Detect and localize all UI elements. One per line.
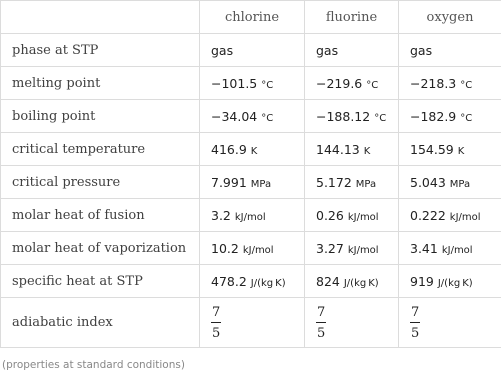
value-unit: MPa bbox=[250, 178, 272, 190]
table-header-row bbox=[1, 1, 501, 34]
row-label-boiling-point: boiling point bbox=[1, 100, 200, 133]
row-label-melting-point: melting point bbox=[1, 67, 200, 100]
footnote: (properties at standard conditions) bbox=[2, 359, 185, 371]
table-row bbox=[1, 232, 501, 265]
column-header-fluorine: fluorine bbox=[305, 1, 399, 34]
value-number: gas bbox=[211, 42, 234, 58]
value-cell bbox=[200, 133, 305, 166]
value-number: 5.043 bbox=[410, 174, 446, 190]
column-header-chlorine: chlorine bbox=[200, 1, 305, 34]
value-cell bbox=[399, 67, 501, 100]
value-number: gas bbox=[410, 42, 433, 58]
value-cell bbox=[305, 34, 399, 67]
value-unit: kJ/mol bbox=[449, 211, 481, 223]
value-cell bbox=[305, 265, 399, 298]
value-cell bbox=[399, 199, 501, 232]
value-unit: °C bbox=[366, 79, 379, 91]
value-number: −219.6 bbox=[316, 75, 363, 91]
value-cell bbox=[305, 166, 399, 199]
value-number: −182.9 bbox=[410, 108, 457, 124]
value-number: 3.27 bbox=[316, 240, 344, 256]
fraction bbox=[410, 306, 420, 340]
value-unit: °C bbox=[460, 79, 473, 91]
value-number: 3.41 bbox=[410, 240, 438, 256]
value-unit: kJ/mol bbox=[347, 244, 379, 256]
value-unit: J/(kg K) bbox=[343, 277, 379, 289]
value-number: 0.26 bbox=[316, 207, 344, 223]
value-cell bbox=[305, 199, 399, 232]
table-row bbox=[1, 265, 501, 298]
value-number: 154.59 bbox=[410, 141, 454, 157]
value-unit: kJ/mol bbox=[441, 244, 473, 256]
value-cell bbox=[200, 34, 305, 67]
value-number: 7.991 bbox=[211, 174, 247, 190]
value-cell bbox=[200, 298, 305, 348]
value-number: −188.12 bbox=[316, 108, 371, 124]
value-cell bbox=[200, 100, 305, 133]
value-number: 5.172 bbox=[316, 174, 352, 190]
value-number: −218.3 bbox=[410, 75, 457, 91]
value-number: 0.222 bbox=[410, 207, 446, 223]
value-number: 824 bbox=[316, 273, 340, 289]
value-cell bbox=[399, 298, 501, 348]
fraction bbox=[316, 306, 326, 340]
table-row bbox=[1, 100, 501, 133]
value-cell bbox=[200, 265, 305, 298]
value-unit: MPa bbox=[355, 178, 377, 190]
fraction-denominator: 5 bbox=[317, 325, 326, 341]
fraction-denominator: 5 bbox=[212, 325, 221, 341]
value-unit: K bbox=[457, 145, 465, 157]
value-number: gas bbox=[316, 42, 339, 58]
fraction-denominator: 5 bbox=[411, 325, 420, 341]
row-label-critical-temperature: critical temperature bbox=[1, 133, 200, 166]
value-cell bbox=[399, 100, 501, 133]
value-cell bbox=[305, 298, 399, 348]
table-row bbox=[1, 166, 501, 199]
value-unit: MPa bbox=[449, 178, 471, 190]
value-cell bbox=[399, 133, 501, 166]
value-cell bbox=[399, 166, 501, 199]
header-corner-cell bbox=[1, 1, 200, 34]
value-number: 416.9 bbox=[211, 141, 247, 157]
value-cell bbox=[200, 166, 305, 199]
fraction-numerator: 7 bbox=[212, 304, 221, 320]
value-cell bbox=[305, 67, 399, 100]
row-label-molar-heat-of-vaporization: molar heat of vaporization bbox=[1, 232, 200, 265]
value-unit: °C bbox=[374, 112, 387, 124]
value-cell bbox=[305, 100, 399, 133]
value-unit: K bbox=[363, 145, 371, 157]
value-cell bbox=[399, 265, 501, 298]
value-cell bbox=[305, 232, 399, 265]
table-row bbox=[1, 133, 501, 166]
fraction-numerator: 7 bbox=[411, 304, 420, 320]
value-unit: °C bbox=[261, 112, 274, 124]
value-unit: kJ/mol bbox=[242, 244, 274, 256]
value-number: −101.5 bbox=[211, 75, 258, 91]
value-cell bbox=[305, 133, 399, 166]
row-label-phase-at-stp: phase at STP bbox=[1, 34, 200, 67]
value-unit: kJ/mol bbox=[234, 211, 266, 223]
value-cell bbox=[200, 199, 305, 232]
row-label-specific-heat-at-stp: specific heat at STP bbox=[1, 265, 200, 298]
value-number: 144.13 bbox=[316, 141, 360, 157]
value-unit: J/(kg K) bbox=[250, 277, 286, 289]
value-unit: K bbox=[250, 145, 258, 157]
value-unit: °C bbox=[460, 112, 473, 124]
value-number: 919 bbox=[410, 273, 434, 289]
table-row bbox=[1, 298, 501, 348]
value-cell bbox=[200, 232, 305, 265]
row-label-molar-heat-of-fusion: molar heat of fusion bbox=[1, 199, 200, 232]
value-cell bbox=[200, 67, 305, 100]
table-row bbox=[1, 34, 501, 67]
value-cell bbox=[399, 232, 501, 265]
table-row bbox=[1, 199, 501, 232]
value-unit: J/(kg K) bbox=[437, 277, 473, 289]
value-unit: kJ/mol bbox=[347, 211, 379, 223]
value-number: 3.2 bbox=[211, 207, 231, 223]
fraction-numerator: 7 bbox=[317, 304, 326, 320]
value-cell bbox=[399, 34, 501, 67]
column-header-oxygen: oxygen bbox=[399, 1, 501, 34]
value-number: 10.2 bbox=[211, 240, 239, 256]
value-number: −34.04 bbox=[211, 108, 258, 124]
fraction bbox=[211, 306, 221, 340]
value-unit: °C bbox=[261, 79, 274, 91]
row-label-critical-pressure: critical pressure bbox=[1, 166, 200, 199]
table-row bbox=[1, 67, 501, 100]
value-number: 478.2 bbox=[211, 273, 247, 289]
row-label-adiabatic-index: adiabatic index bbox=[1, 298, 200, 348]
